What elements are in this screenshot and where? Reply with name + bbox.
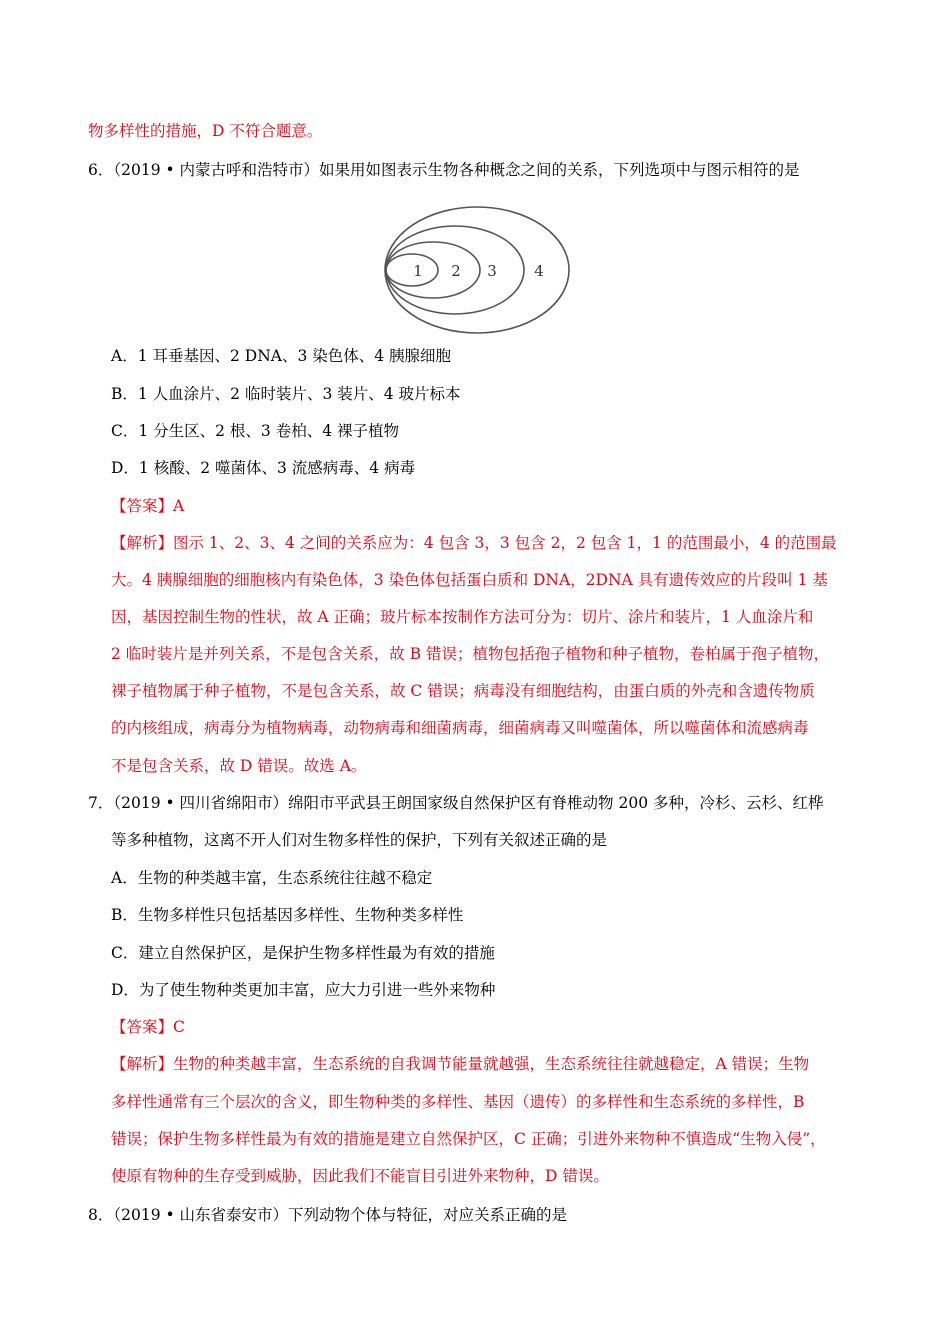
q6-explanation-line: 的内核组成，病毒分为植物病毒，动物病毒和细菌病毒，细菌病毒又叫噬菌体，所以噬菌体和流感病毒 xyxy=(111,719,809,737)
q8-stem: 8．（2019 • 山东省泰安市）下列动物个体与特征，对应关系正确的是 xyxy=(88,1206,568,1224)
q6-option-c: C．1 分生区、2 根、3 卷柏、4 裸子植物 xyxy=(111,422,400,440)
q6-answer: 【答案】A xyxy=(111,497,185,515)
q7-stem: 7．（2019 • 四川省绵阳市）绵阳市平武县王朗国家级自然保护区有脊椎动物 200 多种，冷杉、云杉、红桦 xyxy=(88,794,824,812)
q6-explanation-line: 【解析】图示 1、2、3、4 之间的关系应为：4 包含 3，3 包含 2，2 包含 1，1 的范围最小，4 的范围最 xyxy=(111,534,837,552)
q6-explanation-line: 2 临时装片是并列关系，不是包含关系，故 B 错误；植物包括孢子植物和种子植物，卷柏属于孢子植物， xyxy=(111,645,830,663)
q7-option-d: D．为了使生物种类更加丰富，应大力引进一些外来物种 xyxy=(111,981,496,999)
label-4: 4 xyxy=(534,262,544,280)
q7-stem-continued: 等多种植物，这离不开人们对生物多样性的保护，下列有关叙述正确的是 xyxy=(111,831,608,849)
q6-explanation-line: 大。4 胰腺细胞的细胞核内有染色体，3 染色体包括蛋白质和 DNA，2DNA 具有遗传效应的片段叫 1 基 xyxy=(111,571,828,589)
q6-explanation-line: 不是包含关系，故 D 错误。故选 A。 xyxy=(111,757,367,775)
label-1: 1 xyxy=(413,262,423,280)
q7-option-b: B．生物多样性只包括基因多样性、生物种类多样性 xyxy=(111,906,464,924)
q6-stem: 6．（2019 • 内蒙古呼和浩特市）如果用如图表示生物各种概念之间的关系，下列选项中与图示相符的是 xyxy=(88,161,800,179)
ellipse-1 xyxy=(386,254,438,286)
q7-explanation-line: 【解析】生物的种类越丰富，生态系统的自我调节能量就越强，生态系统往往就越稳定，A 错误；生物 xyxy=(111,1055,810,1073)
q7-explanation-line: 多样性通常有三个层次的含义，即生物种类的多样性、基因（遗传）的多样性和生态系统的多样性，B xyxy=(111,1093,805,1111)
q7-option-c: C．建立自然保护区，是保护生物多样性最为有效的措施 xyxy=(111,944,495,962)
q6-option-a: A．1 耳垂基因、2 DNA、3 染色体、4 胰腺细胞 xyxy=(111,347,452,365)
ellipse-2 xyxy=(386,242,480,298)
q6-explanation-line: 裸子植物属于种子植物，不是包含关系，故 C 错误；病毒没有细胞结构，由蛋白质的外壳和含遗传物质 xyxy=(111,682,815,700)
label-2: 2 xyxy=(451,262,461,280)
previous-explanation-end: 物多样性的措施，D 不符合题意。 xyxy=(88,122,323,140)
label-3: 3 xyxy=(487,262,497,280)
q6-nested-ellipse-diagram xyxy=(384,205,570,335)
q6-option-d: D．1 核酸、2 噬菌体、3 流感病毒、4 病毒 xyxy=(111,459,416,477)
q7-option-a: A．生物的种类越丰富，生态系统往往越不稳定 xyxy=(111,869,433,887)
q6-explanation-line: 因，基因控制生物的性状，故 A 正确；玻片标本按制作方法可分为：切片、涂片和装片，1 人血涂片和 xyxy=(111,608,814,626)
q7-explanation-line: 使原有物种的生存受到威胁，因此我们不能盲目引进外来物种，D 错误。 xyxy=(111,1167,609,1185)
q7-explanation-line: 错误；保护生物多样性最为有效的措施是建立自然保护区，C 正确；引进外来物种不慎造成“生物入侵”， xyxy=(111,1130,826,1148)
q7-answer: 【答案】C xyxy=(111,1018,185,1036)
q6-option-b: B．1 人血涂片、2 临时装片、3 装片、4 玻片标本 xyxy=(111,385,461,403)
